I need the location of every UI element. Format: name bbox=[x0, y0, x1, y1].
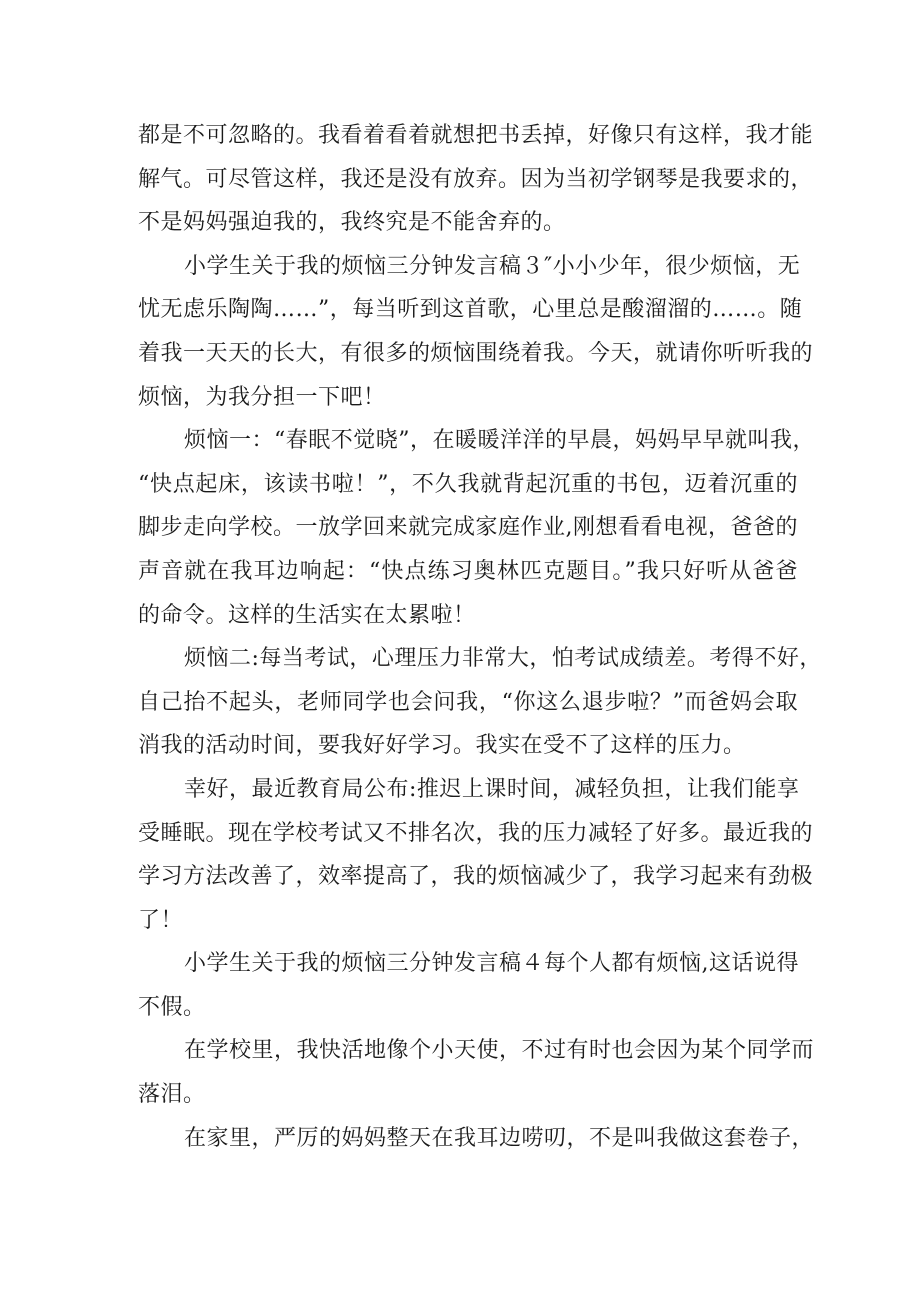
text-line: 消我的活动时间，要我好好学习。我实在受不了这样的压力。 bbox=[138, 733, 746, 759]
text-line: 脚步走向学校。一放学回来就完成家庭作业,刚想看看电视，爸爸的 bbox=[138, 515, 798, 541]
paragraph-start-line: 幸好，最近教育局公布:推迟上课时间，减轻负担，让我们能享 bbox=[184, 776, 800, 802]
text-line: 学习方法改善了，效率提高了，我的烦恼减少了，我学习起来有劲极 bbox=[138, 864, 814, 890]
paragraph-start-line: 烦恼一：“春眠不觉晓”，在暖暖洋洋的早晨，妈妈早早就叫我， bbox=[184, 428, 815, 454]
document-body bbox=[138, 114, 822, 1160]
paragraph-start-line: 烦恼二:每当考试，心理压力非常大，怕考试成绩差。考得不好， bbox=[184, 646, 822, 672]
paragraph-start-line: 小学生关于我的烦恼三分钟发言稿３″小小少年，很少烦恼，无 bbox=[184, 253, 801, 279]
text-line: 都是不可忽略的。我看着看着就想把书丢掉，好像只有这样，我才能 bbox=[138, 123, 814, 148]
text-line: 受睡眠。现在学校考试又不排名次，我的压力减轻了好多。最近我的 bbox=[138, 820, 814, 846]
paragraph-start-line: 小学生关于我的烦恼三分钟发言稿４每个人都有烦恼,这话说得 bbox=[184, 951, 799, 977]
text-line: “快点起床，该读书啦！”，不久我就背起沉重的书包，迈着沉重的 bbox=[138, 471, 798, 497]
text-line: 烦恼，为我分担一下吧！ bbox=[138, 384, 386, 410]
text-line: 落泪。 bbox=[138, 1082, 206, 1108]
text-line: 了！ bbox=[138, 907, 184, 933]
text-line: 声音就在我耳边响起：“快点练习奥林匹克题目。”我只好听从爸爸 bbox=[138, 558, 798, 584]
text-line: 不假。 bbox=[138, 994, 206, 1020]
text-line: 解气。可尽管这样，我还是没有放弃。因为当初学钢琴是我要求的， bbox=[138, 166, 814, 192]
text-line: 着我一天天的长大，有很多的烦恼围绕着我。今天，就请你听听我的 bbox=[138, 340, 814, 366]
paragraph-start-line: 在家里，严厉的妈妈整天在我耳边唠叨，不是叫我做这套卷子， bbox=[184, 1125, 815, 1151]
paragraph-start-line: 在学校里，我快活地像个小天使，不过有时也会因为某个同学而 bbox=[184, 1038, 815, 1064]
text-line: 不是妈妈强迫我的，我终究是不能舍弃的。 bbox=[138, 210, 566, 236]
text-line: 忧无虑乐陶陶……”，每当听到这首歌，心里总是酸溜溜的……。随 bbox=[138, 297, 803, 323]
text-line: 自己抬不起头，老师同学也会问我，“你这么退步啦？”而爸妈会取 bbox=[138, 689, 798, 715]
text-line: 的命令。这样的生活实在太累啦！ bbox=[138, 602, 476, 628]
